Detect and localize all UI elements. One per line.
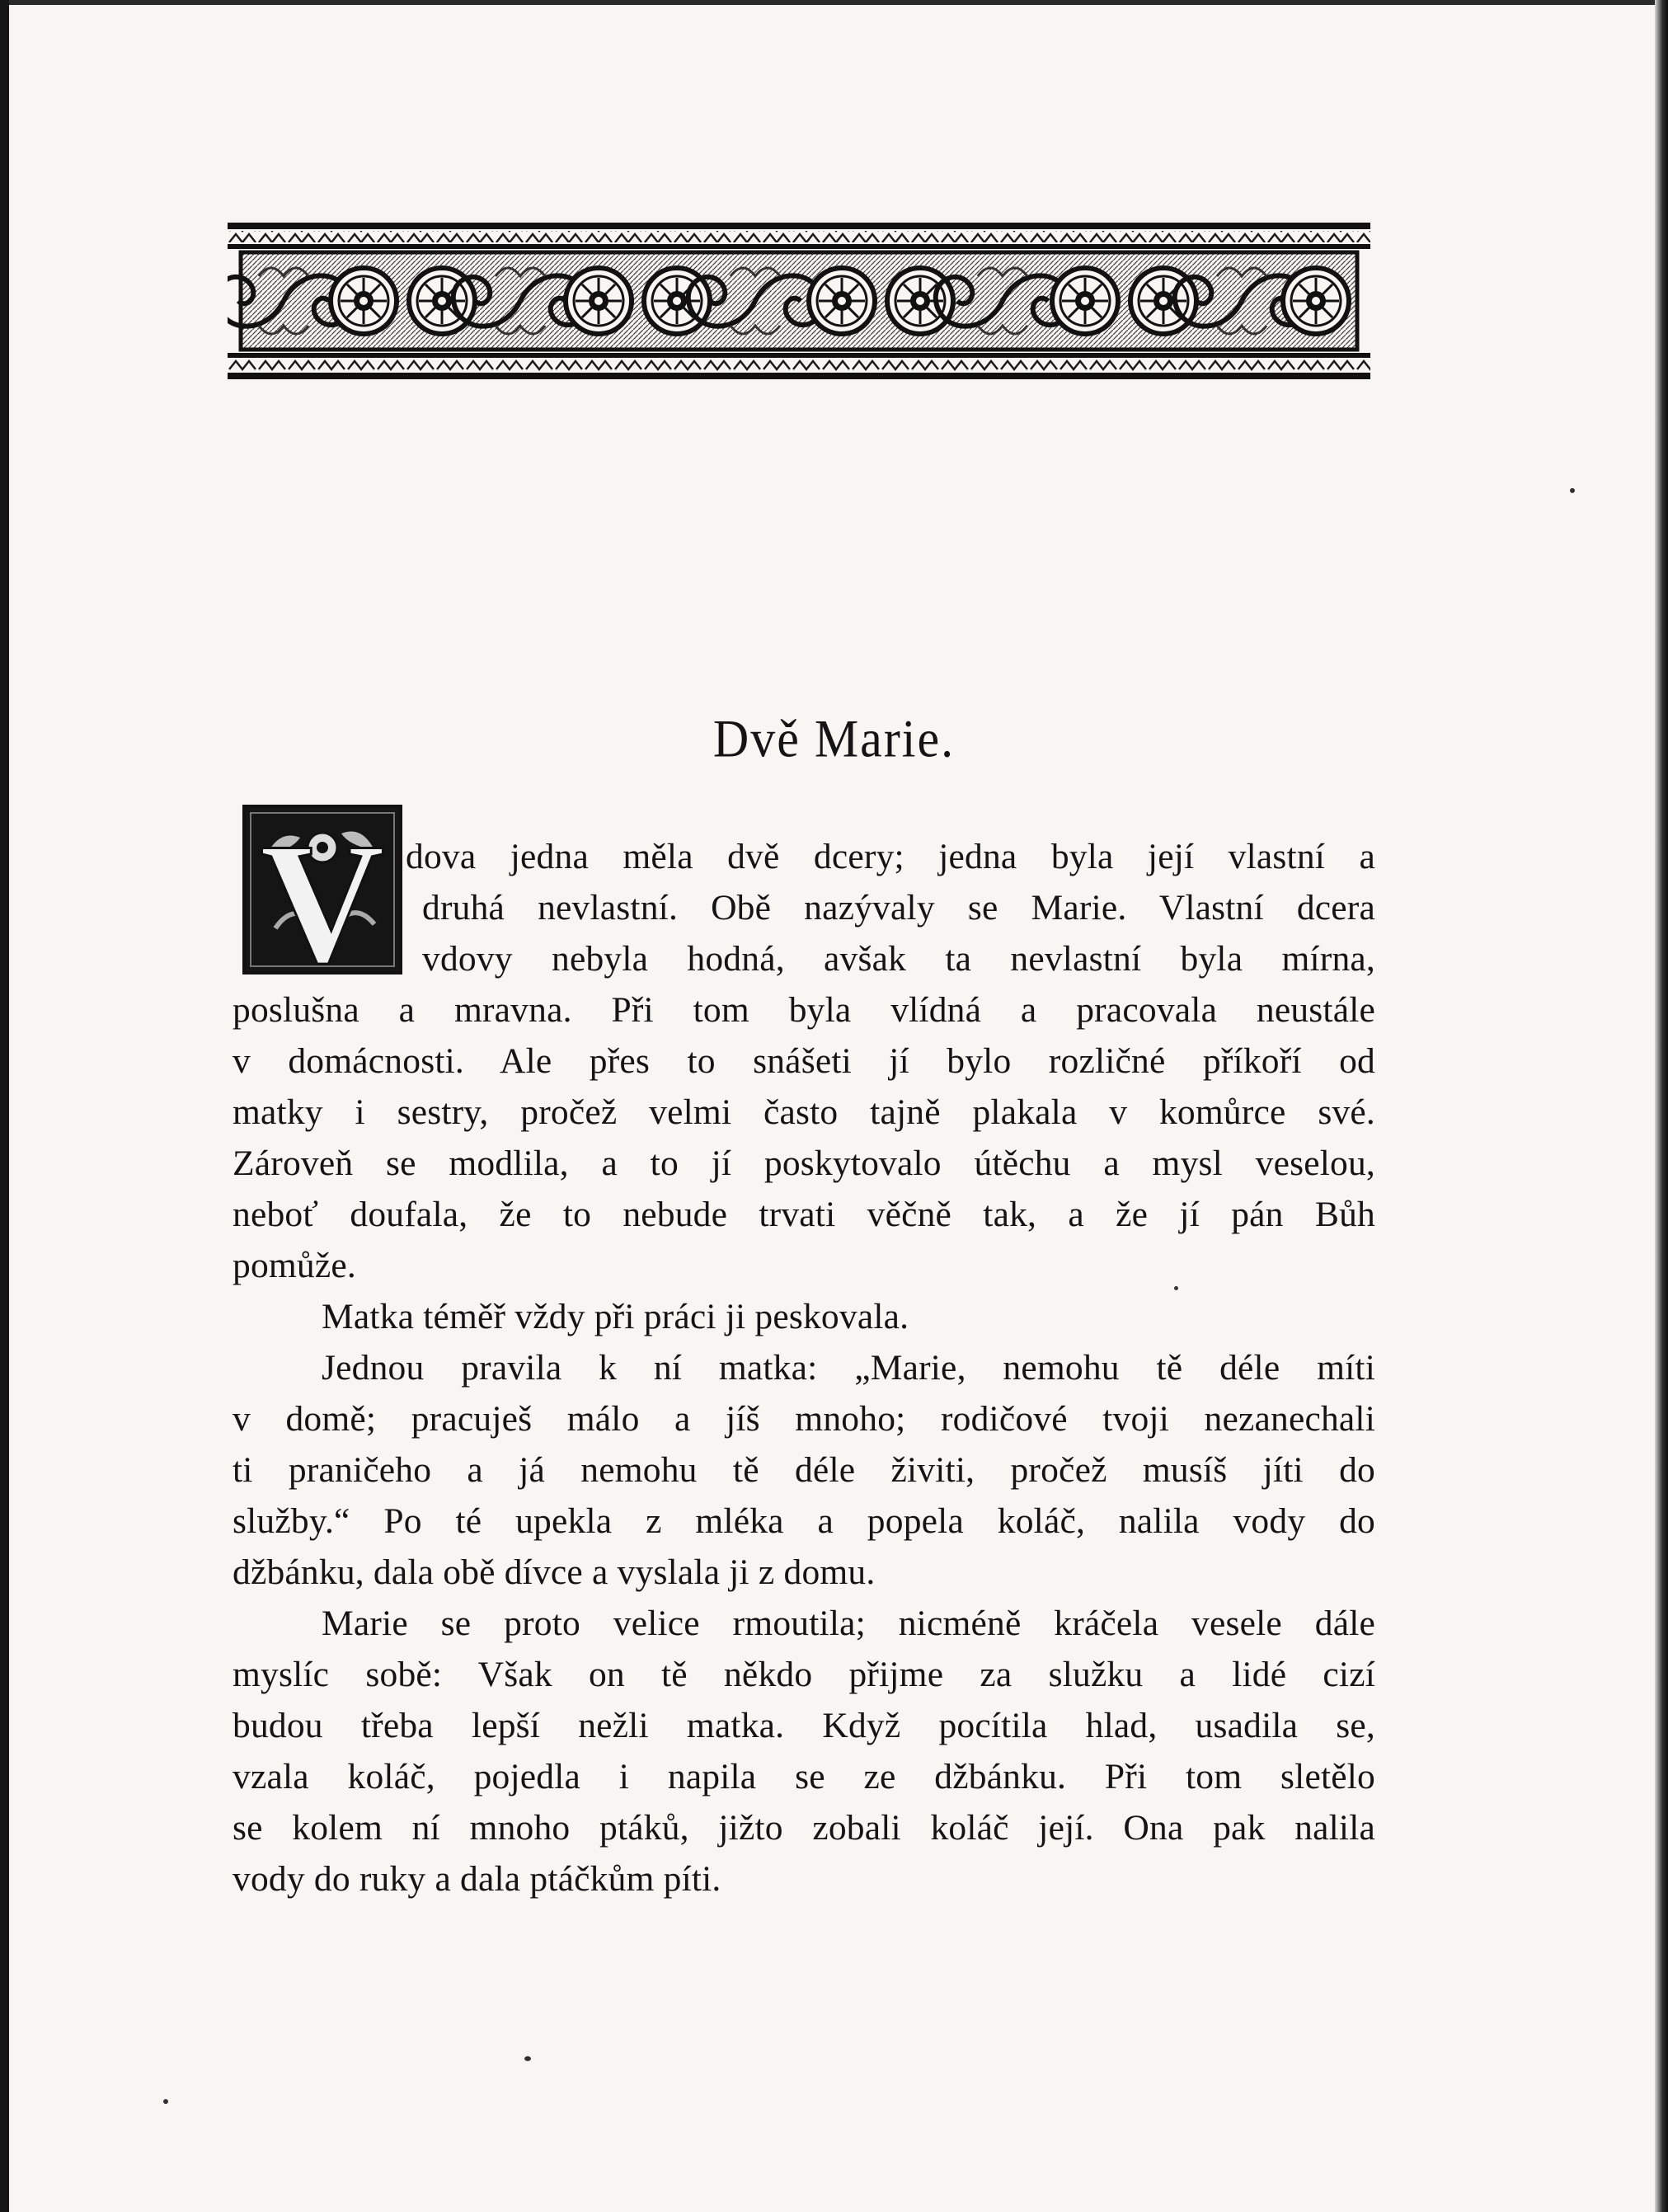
scan-speck bbox=[163, 2099, 168, 2104]
scan-speck bbox=[1174, 1286, 1178, 1290]
floral-rosette-border-icon bbox=[228, 221, 1370, 383]
drop-cap-illustration bbox=[242, 805, 402, 975]
text-line: ti praničeho a já nemohu tě déle živiti, pročež musíš jíti do bbox=[233, 1450, 1375, 1490]
text-line: v domě; pracuješ málo a jíš mnoho; rodičové tvoji nezanechali bbox=[233, 1399, 1375, 1439]
scan-speck bbox=[524, 2056, 531, 2061]
scan-top-edge bbox=[0, 0, 1668, 5]
text-line: vzala koláč, pojedla i napila se ze džbánku. Při tom sletělo bbox=[233, 1757, 1375, 1796]
text-line: druhá nevlastní. Obě nazývaly se Marie. Vlastní dcera bbox=[422, 888, 1375, 928]
text-line: Matka téměř vždy při práci ji peskovala. bbox=[322, 1297, 909, 1336]
text-line: vdovy nebyla hodná, avšak ta nevlastní byla mírna, bbox=[422, 939, 1375, 979]
text-line: se kolem ní mnoho ptáků, jižto zobali koláč její. Ona pak nalila bbox=[233, 1808, 1375, 1848]
text-line: džbánku, dala obě dívce a vyslala ji z domu. bbox=[233, 1552, 876, 1592]
text-line: služby.“ Po té upekla z mléka a popela koláč, nalila vody do bbox=[233, 1501, 1375, 1541]
text-line: budou třeba lepší nežli matka. Když pocítila hlad, usadila se, bbox=[233, 1706, 1375, 1745]
text-line: myslíc sobě: Však on tě někdo přijme za služku a lidé cizí bbox=[233, 1655, 1375, 1694]
text-line: neboť doufala, že to nebude trvati věčně tak, a že jí pán Bůh bbox=[233, 1195, 1375, 1234]
text-line: dova jedna měla dvě dcery; jedna byla její vlastní a bbox=[406, 837, 1375, 876]
text-line: vody do ruky a dala ptáčkům píti. bbox=[233, 1859, 721, 1899]
scan-speck bbox=[1570, 488, 1575, 493]
text-line: poslušna a mravna. Při tom byla vlídná a pracovala neustále bbox=[233, 990, 1375, 1030]
scan-left-edge bbox=[0, 0, 9, 2212]
text-line: Marie se proto velice rmoutila; nicméně kráčela vesele dále bbox=[322, 1604, 1375, 1643]
page-title: Dvě Marie. bbox=[712, 709, 956, 768]
text-line: v domácnosti. Ale přes to snášeti jí bylo rozličné příkoří od bbox=[233, 1041, 1375, 1081]
text-line: Zároveň se modlila, a to jí poskytovalo útěchu a mysl veselou, bbox=[233, 1144, 1375, 1183]
text-line: Jednou pravila k ní matka: „Marie, nemohu tě déle míti bbox=[322, 1348, 1375, 1388]
text-line: pomůže. bbox=[233, 1246, 356, 1285]
drop-cap-letter: V bbox=[260, 808, 385, 975]
text-line: matky i sestry, pročež velmi často tajně plakala v komůrce své. bbox=[233, 1092, 1375, 1132]
scan-right-edge bbox=[1655, 0, 1668, 2212]
